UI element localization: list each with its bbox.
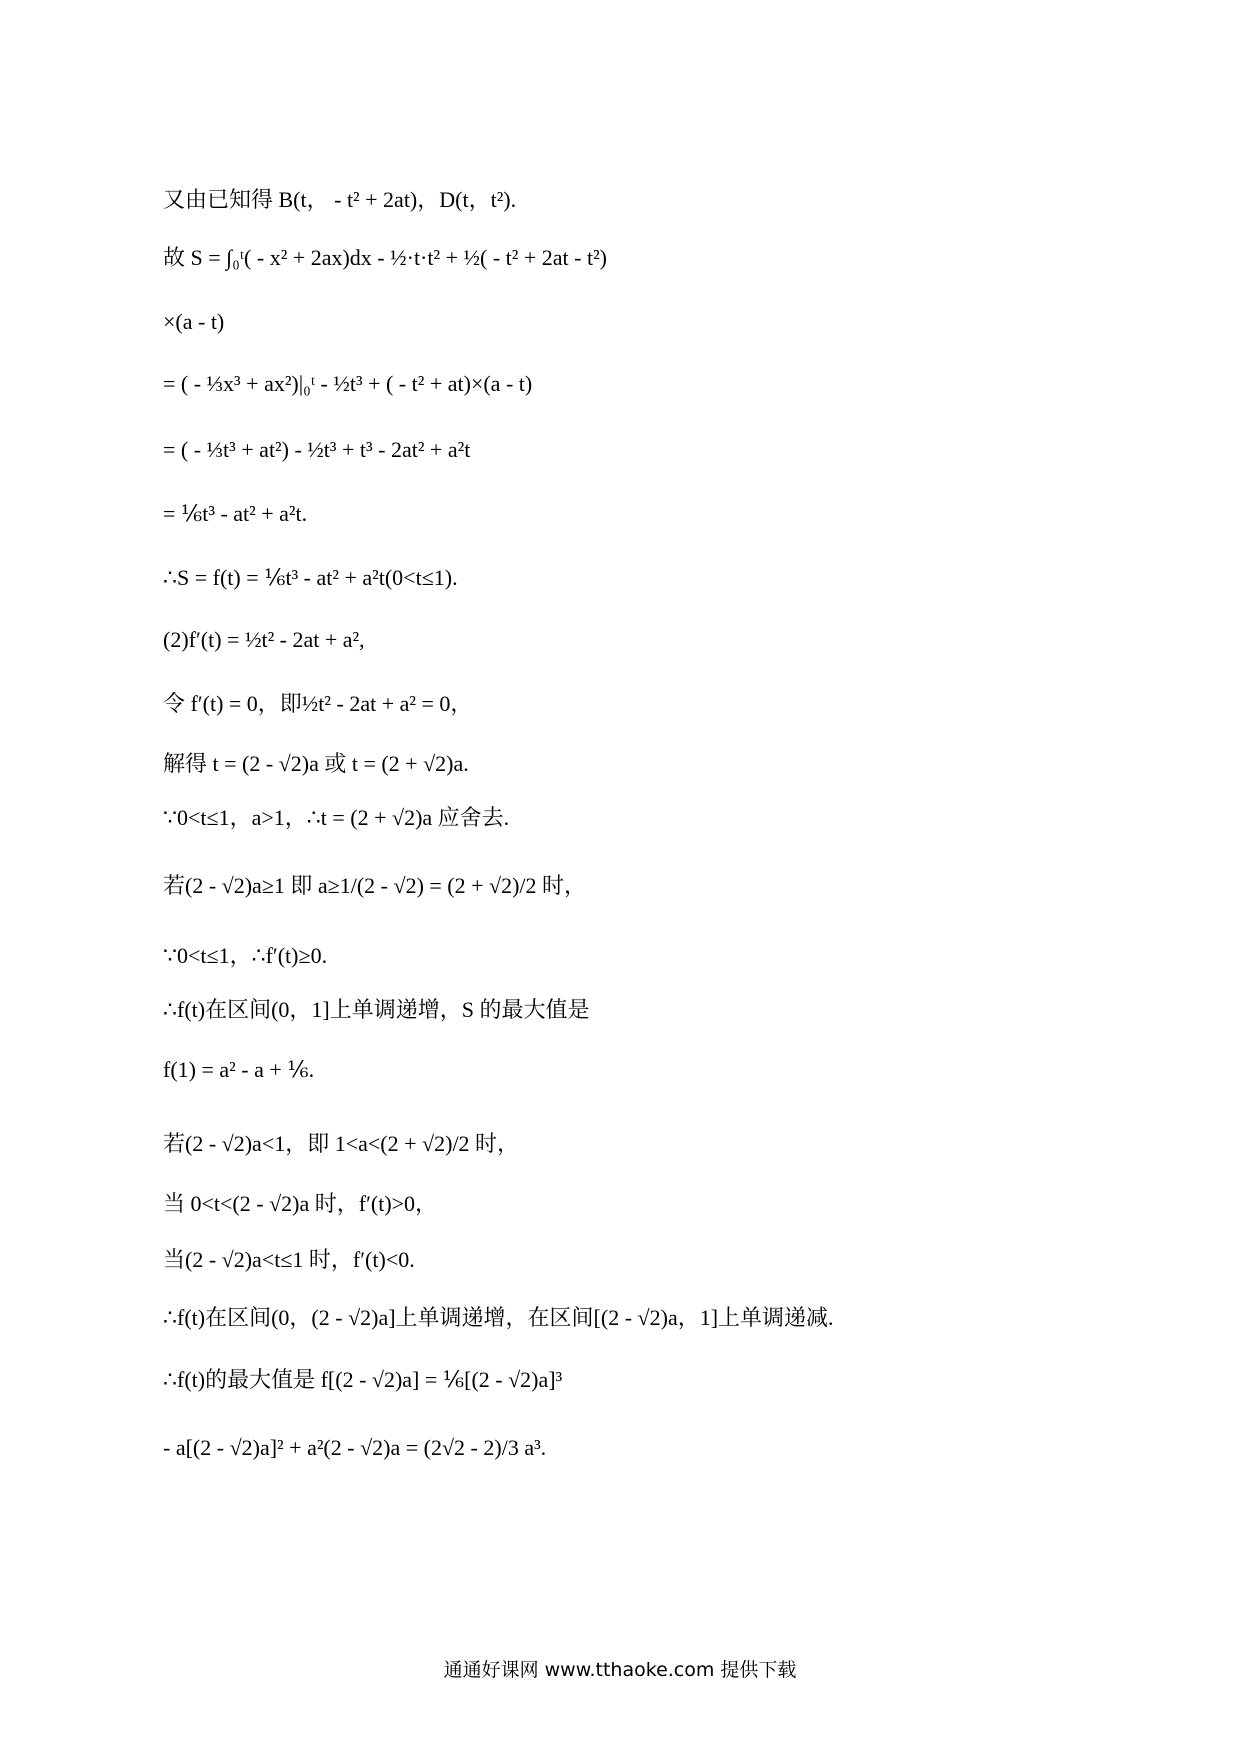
text-line: ∵0<t≤1，a>1，∴t = (2 + √2)a 应舍去. [163,805,510,830]
text-line: 令 f′(t) = 0，即½t² - 2at + a² = 0， [163,691,473,716]
text-line: f(1) = a² - a + ⅙. [163,1057,315,1082]
text-line: ∴f(t)的最大值是 f[(2 - √2)a] = ⅙[(2 - √2)a]³ [163,1367,563,1392]
text-line: = ( - ⅓x³ + ax²)|₀ᵗ - ½t³ + ( - t² + at)×(a - t) [163,371,533,396]
text-line: - a[(2 - √2)a]² + a²(2 - √2)a = (2√2 - 2)/3 a³. [163,1435,547,1460]
text-line: 故 S = ∫₀ᵗ( - x² + 2ax)dx - ½·t·t² + ½( - t² + 2at - t²) [163,245,608,270]
text-line: = ⅙t³ - at² + a²t. [163,501,308,526]
text-line: 又由已知得 B(t， - t² + 2at)，D(t，t²). [163,187,517,212]
text-line: ∴S = f(t) = ⅙t³ - at² + a²t(0<t≤1). [163,565,458,590]
text-line: 当 0<t<(2 - √2)a 时，f′(t)>0， [163,1191,438,1216]
text-line: 解得 t = (2 - √2)a 或 t = (2 + √2)a. [163,751,469,776]
text-line: ∴f(t)在区间(0，(2 - √2)a]上单调递增，在区间[(2 - √2)a，1]上单调递减. [163,1305,834,1330]
page-footer: 通通好课网 www.tthaoke.com 提供下载 [443,1659,797,1681]
text-line: = ( - ⅓t³ + at²) - ½t³ + t³ - 2at² + a²t [163,437,471,462]
text-line: ∵0<t≤1，∴f′(t)≥0. [163,943,328,968]
text-line: ∴f(t)在区间(0，1]上单调递增，S 的最大值是 [163,997,590,1022]
text-line: 当(2 - √2)a<t≤1 时，f′(t)<0. [163,1247,415,1272]
text-line: (2)f′(t) = ½t² - 2at + a², [163,627,365,652]
text-line: 若(2 - √2)a≥1 即 a≥1/(2 - √2) = (2 + √2)/2 时， [163,873,587,898]
text-line: 若(2 - √2)a<1，即 1<a<(2 + √2)/2 时， [163,1131,520,1156]
text-line: ×(a - t) [163,309,225,334]
